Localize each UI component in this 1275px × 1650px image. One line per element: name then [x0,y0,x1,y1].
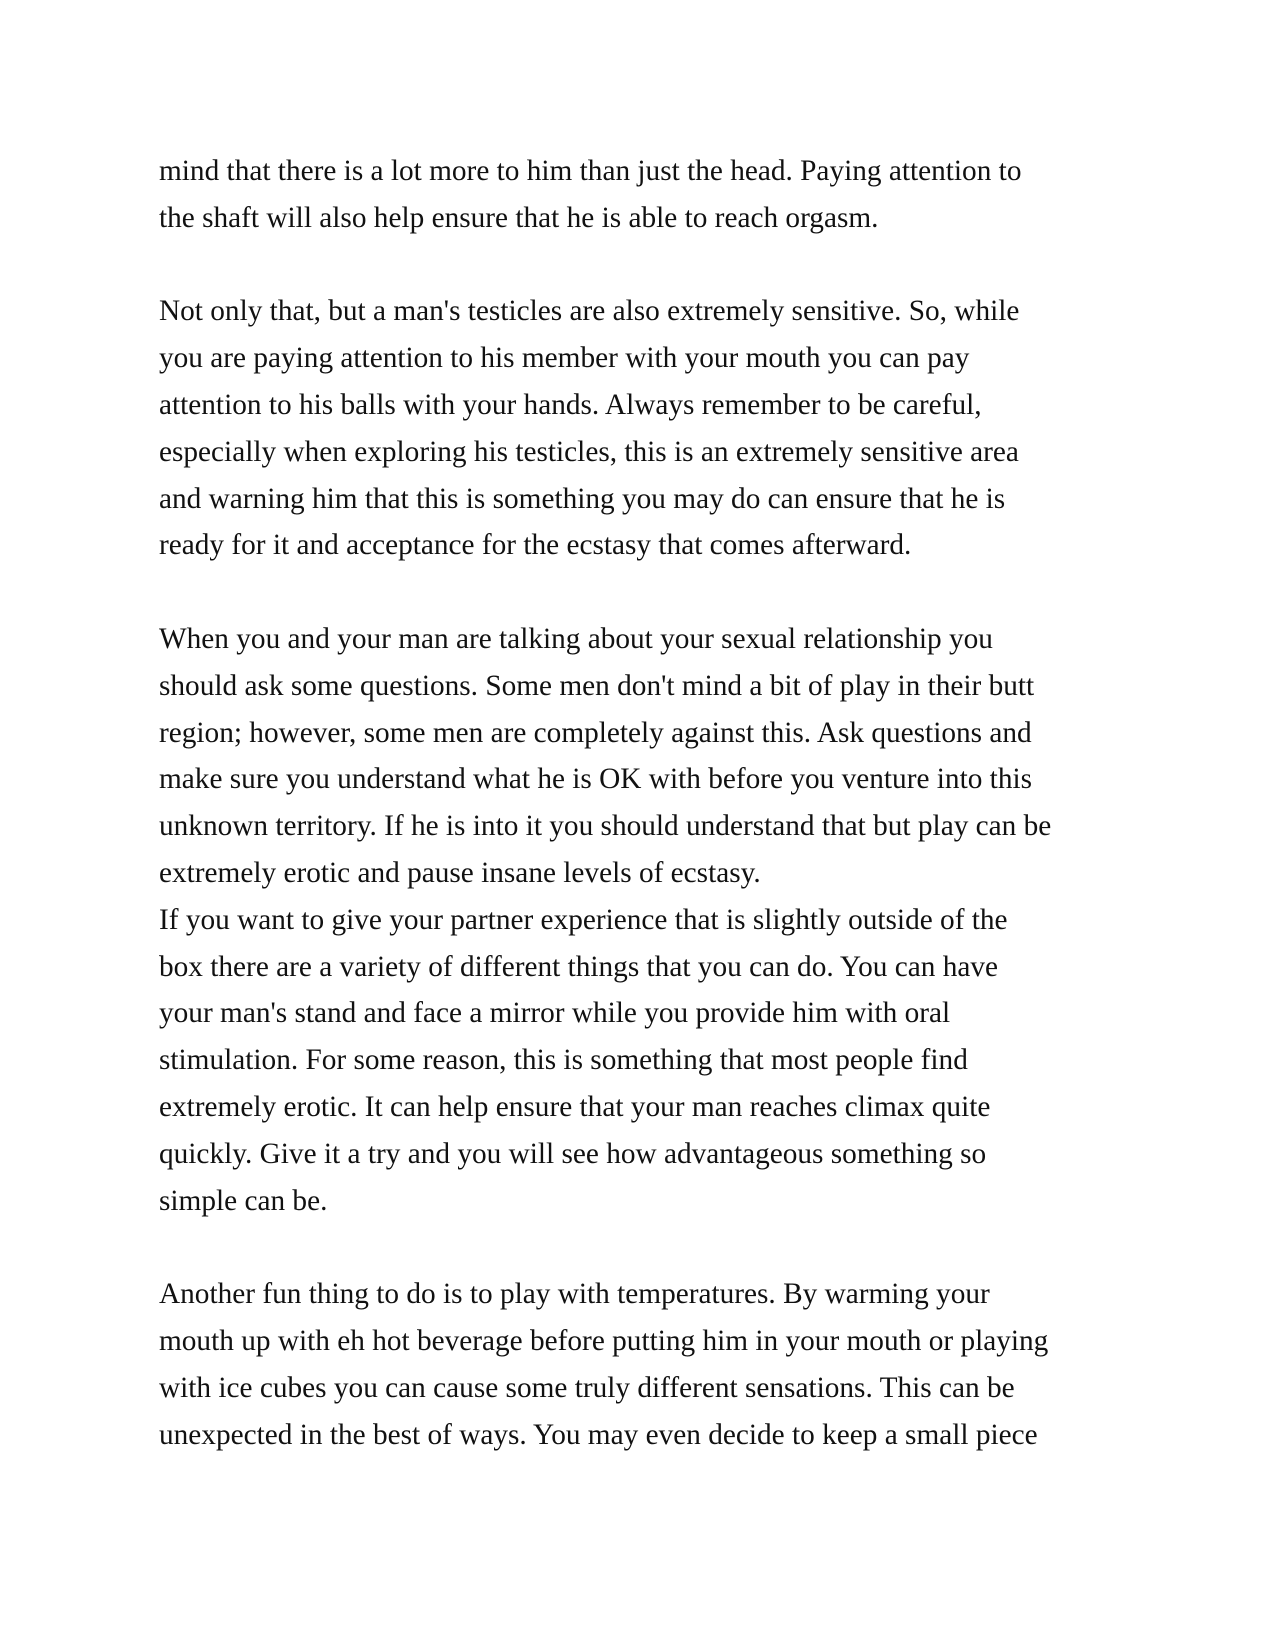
text-line: extremely erotic. It can help ensure that your man reaches climax quite [159,1090,991,1123]
text-line: you are paying attention to his member with your mouth you can pay [159,342,970,375]
text-line: Another fun thing to do is to play with temperatures. By warming your [159,1278,990,1311]
text-line: unknown territory. If he is into it you should understand that but play can be [159,810,1052,843]
paragraph-1 [159,148,1119,242]
paragraph-5 [159,1271,1119,1458]
paragraph-gap [159,1224,1119,1271]
paragraph-gap [159,242,1119,289]
text-line: Not only that, but a man's testicles are also extremely sensitive. So, while [159,295,1020,328]
text-line: simple can be. [159,1184,328,1217]
text-line: unexpected in the best of ways. You may even decide to keep a small piece [159,1418,1038,1451]
text-line: region; however, some men are completely against this. Ask questions and [159,716,1032,749]
text-line: the shaft will also help ensure that he is able to reach orgasm. [159,201,879,234]
paragraph-3 [159,616,1119,897]
text-line: make sure you understand what he is OK with before you venture into this [159,763,1033,796]
document-body [159,148,1119,1458]
text-line: your man's stand and face a mirror while you provide him with oral [159,997,951,1030]
text-line: and warning him that this is something you may do can ensure that he is [159,482,1006,515]
text-line: If you want to give your partner experience that is slightly outside of the [159,903,1008,936]
text-line: extremely erotic and pause insane levels of ecstasy. [159,856,761,889]
text-line: stimulation. For some reason, this is something that most people find [159,1044,968,1077]
text-line: ready for it and acceptance for the ecstasy that comes afterward. [159,529,912,562]
text-line: with ice cubes you can cause some truly different sensations. This can be [159,1371,1015,1404]
paragraph-gap [159,569,1119,616]
text-line: especially when exploring his testicles, this is an extremely sensitive area [159,435,1019,468]
text-line: should ask some questions. Some men don't mind a bit of play in their butt [159,669,1035,702]
text-line: attention to his balls with your hands. Always remember to be careful, [159,388,982,421]
text-line: When you and your man are talking about your sexual relationship you [159,622,993,655]
paragraph-2 [159,288,1119,569]
text-line: mind that there is a lot more to him than just the head. Paying attention to [159,155,1022,187]
text-line: mouth up with eh hot beverage before putting him in your mouth or playing [159,1324,1049,1357]
text-line: box there are a variety of different things that you can do. You can have [159,950,999,983]
paragraph-4 [159,897,1119,1225]
text-line: quickly. Give it a try and you will see how advantageous something so [159,1137,987,1170]
